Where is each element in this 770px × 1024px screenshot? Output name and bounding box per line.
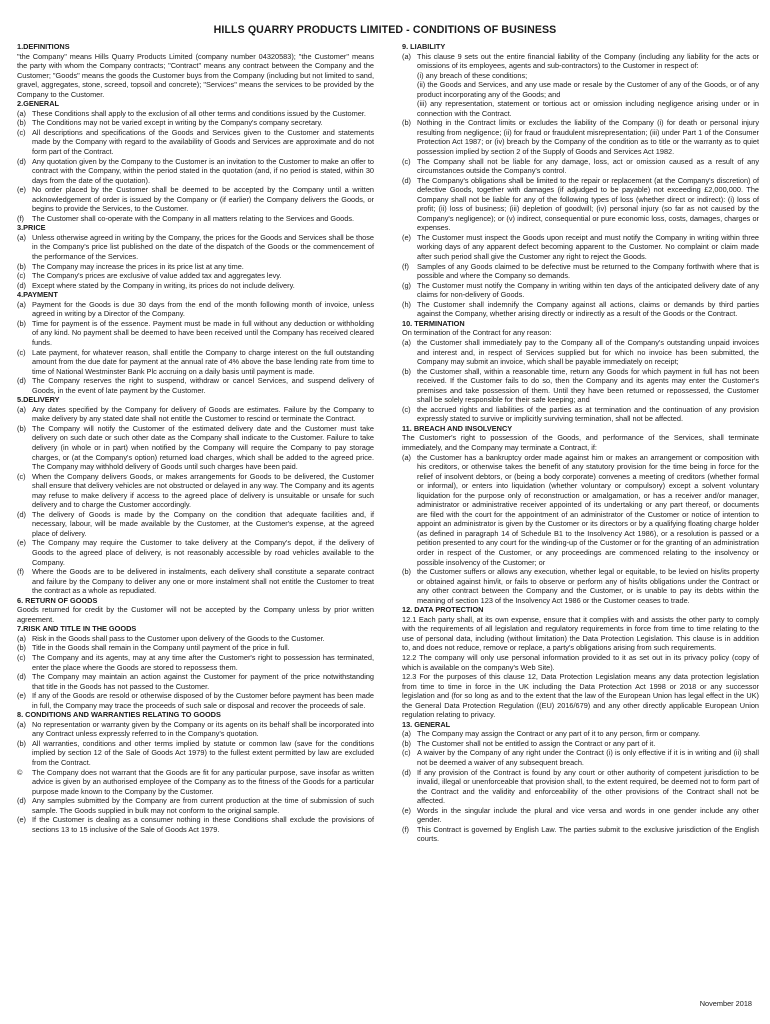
clause-text — [32, 472, 374, 510]
clause-text — [32, 720, 374, 739]
clause-text — [32, 768, 374, 797]
clause-label: (b) — [17, 423, 26, 433]
clause-item — [17, 118, 374, 128]
clause-label: (c) — [17, 471, 26, 481]
clause-section — [17, 710, 374, 834]
clause-text-body: Time for payment is of the essence. Payment must be made in full without any deduction or withholding of any kind. No payment shall be deemed to have been received until the Company has received cleared funds. — [32, 318, 374, 347]
clause-text-body: Nothing in the Contract limits or excludes the liability of the Company (i) for death or personal injury resulting from negligence; (ii) for fraud or fraudulent misrepresentation; (iii) under Part 1 of the Consumer Protection Act 1987; or (iv) breach by the Company of the condition as to title or the warranty as to quiet possession implied by section 2 of the Supply of Goods and Services Act 1982. — [417, 118, 759, 157]
clause-label: (b) — [17, 261, 26, 271]
clause-text-body: The Company may maintain an action against the Customer for payment of the price notwithstanding that title in the Goods has not passed to the Customer. — [32, 672, 374, 691]
clause-item — [17, 567, 374, 596]
clause-label: (b) — [17, 318, 26, 328]
clause-text — [32, 185, 374, 214]
clause-label: (d) — [17, 280, 26, 290]
clause-label: © — [17, 767, 23, 777]
clause-section — [17, 395, 374, 595]
clause-subitem: (iii) any representation, statement or tortious act or omission including negligence arising under or in connection with the Contract. — [417, 99, 759, 118]
clause-text — [32, 233, 374, 262]
clause-text — [32, 510, 374, 539]
clause-text-body: Unless otherwise agreed in writing by the Company, the prices for the Goods and Services shall be those in the Company's price list published on the date of the dispatch of the Goods or the commencement of the performance of the Services. — [32, 232, 374, 262]
clause-text — [32, 634, 374, 644]
clause-label: (d) — [17, 376, 26, 386]
clause-label: (a) — [402, 51, 411, 61]
clause-item — [402, 52, 759, 71]
clause-label: (a) — [17, 404, 26, 414]
section-intro: "the Company" means Hills Quarry Products Limited (company number 04320583); "the Customer" means the party with whom the Company contracts; "Contract" means any contract between the Company and the Customer; "Goods" means the goods the Customer buys from the Company (including but not limited to sand, gravel, aggregates, stone, screed, topsoil and concrete); "Services" means the services to be provided by the Company to the Customer. — [17, 51, 374, 99]
clause-item — [402, 157, 759, 176]
clause-label: (a) — [17, 633, 26, 643]
section-heading: 8. CONDITIONS AND WARRANTIES RELATING TO GOODS — [17, 710, 221, 720]
section-heading: 4.PAYMENT — [17, 290, 58, 300]
clause-item — [402, 405, 759, 424]
clause-text — [417, 729, 759, 739]
clause-label: (f) — [17, 567, 24, 577]
clause-item — [402, 281, 759, 300]
clause-text-body: The Customer shall co-operate with the Company in all matters relating to the Services and Goods. — [32, 213, 355, 223]
clause-label: (e) — [402, 805, 411, 815]
clause-text — [32, 319, 374, 348]
clause-text-body: Where the Goods are to be delivered in instalments, each delivery shall constitute a separate contract and failure by the Company to deliver any one or more instalment shall not entitle the Customer to treat the contract as a whole as repudiated. — [32, 567, 374, 596]
clause-text — [32, 643, 374, 653]
clause-text — [417, 739, 759, 749]
clause-label: (b) — [17, 643, 26, 653]
clause-text — [32, 538, 374, 567]
clause-text-body: These Conditions shall apply to the exclusion of all other terms and conditions issued by the Customer. — [32, 108, 366, 118]
clause-item — [17, 538, 374, 567]
clause-item — [17, 768, 374, 797]
section-heading: 13. GENERAL — [402, 719, 451, 729]
clause-item — [17, 720, 374, 739]
clause-item — [17, 815, 374, 834]
clause-section — [17, 290, 374, 395]
clause-text-body: The Customer must inspect the Goods upon receipt and must notify the Company in writing within three working days of any apparent defect becoming apparent to the Customer. No complaint or claim made after such period shall give the Customer any right to reject the Goods. — [417, 232, 759, 262]
clause-text-body: The Customer shall not be entitled to assign the Contract or any part of it. — [417, 738, 656, 748]
clause-text-body: All warranties, conditions and other terms implied by statute or common law (save for the conditions implied by section 12 of the Sale of Goods Act 1979) to the fullest extent permitted by law are excluded from the Contract. — [32, 738, 374, 768]
clause-label: (d) — [17, 672, 26, 682]
clause-text-body: Any dates specified by the Company for delivery of Goods are estimates. Failure by the Company to make delivery by any stated date shall not entitle the Customer to rescind or terminate the Contract. — [32, 404, 374, 424]
clause-label: (d) — [402, 175, 411, 185]
clause-item — [402, 729, 759, 739]
clause-text — [417, 748, 759, 767]
clause-item — [402, 233, 759, 262]
clause-item — [402, 453, 759, 568]
clause-label: (f) — [402, 824, 409, 834]
clause-label: (a) — [17, 108, 26, 118]
clause-text-body: Title in the Goods shall remain in the Company until payment of the price in full. — [32, 643, 290, 653]
clause-item — [17, 691, 374, 710]
clause-item — [17, 424, 374, 472]
clause-text — [417, 233, 759, 262]
clause-subitem: (i) any breach of these conditions; — [417, 70, 528, 80]
right-column — [402, 42, 759, 844]
clause-label: (e) — [17, 691, 26, 701]
section-heading: 3.PRICE — [17, 223, 46, 233]
clause-text-body: The Company reserves the right to suspend, withdraw or cancel Services, and suspend delivery of Goods, in the event of late payment by the Customer. — [32, 376, 374, 395]
clause-text-body: If any of the Goods are resold or otherwise disposed of by the Customer before payment has been made in full, the Company may trace the proceeds of such sale or disposal and recover the proceeds of sale. — [32, 691, 374, 710]
clause-section — [17, 624, 374, 710]
clause-label: (g) — [402, 280, 411, 290]
clause-item — [402, 739, 759, 749]
clause-text-body: The Company will notify the Customer of the estimated delivery date and the Customer must take delivery on such date or such other date as the Company shall indicate to the Customer. Failure to take delivery (in whole or in part) when notified by the Company will require the Company to pay storage charges, or (at the Company's option) returned load charges, which shall be added to the agreed price. The Company may withhold delivery of Goods until such charges have been paid. — [32, 423, 374, 472]
clause-item — [402, 567, 759, 605]
clause-text — [32, 262, 374, 272]
clause-item — [17, 510, 374, 539]
section-intro: Goods returned for credit by the Customer will not be accepted by the Company unless by prior written agreement. — [17, 605, 374, 624]
clause-item — [17, 262, 374, 272]
clause-text — [32, 128, 374, 157]
clause-label: (c) — [17, 653, 26, 662]
clause-text — [417, 300, 759, 319]
clause-item — [402, 825, 759, 844]
clause-label: (d) — [402, 767, 411, 777]
clause-label: (a) — [402, 729, 411, 739]
clause-text-body: The Customer must notify the Company in writing within ten days of the anticipated delivery date of any claims for non-delivery of Goods. — [417, 280, 759, 300]
section-heading: 6. RETURN OF GOODS — [17, 595, 98, 605]
clause-section — [402, 42, 759, 319]
clause-item — [402, 176, 759, 233]
clause-label: (d) — [17, 156, 26, 166]
clause-text — [32, 691, 374, 710]
clause-paragraph: 12.3 For the purposes of this clause 12, Data Protection Legislation means any data protection legislation from time to time in force in the UK including the Data Protection Act 1998 or 2018 or any successor legislation and (for so long as and to the extent that the law of the European Union has legal effect in the UK) the General Data Protection Regulation ((EU) 2016/679) and any other directly applicable European Union regulation relating to privacy. — [402, 672, 759, 720]
clause-label: (a) — [17, 719, 26, 729]
clause-item — [17, 281, 374, 291]
clause-item — [17, 157, 374, 186]
section-heading: 10. TERMINATION — [402, 318, 465, 328]
clause-text — [417, 367, 759, 405]
clause-text — [32, 672, 374, 691]
clause-text-body: The Company's obligations shall be limited to the repair or replacement (at the Company's discretion) of defective Goods, together with damages (if adjudged to be payable) not exceeding £2,000,000. The Company shall not be liable for any of the following types of loss (whether direct or indirect): (i) loss of profit; (ii) loss of business; (iii) depletion of goodwill; (iv) personal injury (so far as not caused by the Company's negligence); or (v) indirect, consequential or pure economic loss, costs, damages, charges or expenses. — [417, 175, 759, 233]
clause-label: (d) — [17, 796, 26, 806]
clause-text — [32, 157, 374, 186]
clause-text — [32, 118, 374, 128]
clause-label: (b) — [402, 366, 411, 376]
clause-section — [402, 424, 759, 605]
clause-section — [17, 42, 374, 99]
section-intro: The Customer's right to possession of the Goods, and performance of the Services, shall terminate immediately, and the Company may terminate a Contract, if: — [402, 433, 759, 452]
clause-text — [32, 300, 374, 319]
clause-item — [17, 653, 374, 672]
clause-text-body: the Customer has a bankruptcy order made against him or makes an arrangement or composition with his creditors, or otherwise takes the benefit of any statutory provision for the time being in force for the relief of insolvent debtors, or (being a body corporate) convenes a meeting of creditors (whether formal or informal), or enters into liquidation (whether voluntary or compulsory) except a solvent voluntary liquidation for the purpose only of reconstruction or amalgamation, or has a receiver and/or manager, administrator or administrative receiver appointed of its undertaking or any part thereof, or documents are filed with the court for the appointment of an administrator of the Customer or notice of intention to appoint an administrator is given by the Customer or its directors or by a qualifying floating charge holder (as defined in paragraph 14 of Schedule B1 to the Insolvency Act 1986), or a resolution is passed or a petition presented to any court for the winding-up of the Customer or for the granting of an administration order in respect of the Customer, or any proceedings are commenced relating to the insolvency or possible insolvency of the Customer; or — [417, 452, 759, 567]
clause-text-body: the accrued rights and liabilities of the parties as at termination and the continuation of any provision expressly stated to survive or implicitly surviving termination, shall not be affected. — [417, 404, 759, 424]
clause-item — [17, 643, 374, 653]
section-heading: 9. LIABILITY — [402, 42, 446, 51]
clause-item — [402, 262, 759, 281]
document-date: November 2018 — [699, 999, 752, 1008]
clause-label: (c) — [17, 347, 26, 357]
clause-label: (h) — [402, 299, 411, 309]
clause-text — [32, 214, 374, 224]
clause-section — [17, 596, 374, 625]
left-column — [17, 42, 374, 834]
clause-item — [17, 271, 374, 281]
clause-item — [17, 796, 374, 815]
clause-text — [417, 405, 759, 424]
clause-item — [402, 367, 759, 405]
clause-item — [17, 472, 374, 510]
clause-subitem: (ii) the Goods and Services, and any use made or resale by the Customer of any of the Goods, or of any product incorporating any of the Goods; and — [417, 80, 759, 99]
clause-section — [402, 319, 759, 424]
clause-text — [417, 157, 759, 176]
clause-paragraph: 12.1 Each party shall, at its own expense, ensure that it complies with and assists the other party to comply with the requirements of all legislation and regulatory requirements in force from time to time relating to the use of personal data, including (without limitation) the Data Protection Legislation. This clause is in addition to, and does not reduce, remove or replace, a party's obligations arising from such requirements. — [402, 614, 759, 653]
clause-text-body: the Customer shall immediately pay to the Company all of the Company's outstanding unpaid invoices and interest and, in respect of Services supplied but for which no invoice has been submitted, the Company may submit an invoice, which shall be payable immediately on receipt; — [417, 337, 759, 367]
section-intro: On termination of the Contract for any reason: — [402, 328, 552, 338]
clause-text-body: When the Company delivers Goods, or makes arrangements for Goods to be delivered, the Customer shall ensure that delivery vehicles are not obstructed or delayed in any way. The Company and its agents may refuse to make delivery if access to the agreed place of delivery is unsuitable or unsafe for such delivery and to charge the Customer accordingly. — [32, 471, 374, 510]
clause-label: (a) — [402, 337, 411, 347]
clause-item — [17, 128, 374, 157]
clause-text — [417, 262, 759, 281]
clause-text-body: This Contract is governed by English Law. The parties submit to the exclusive jurisdiction of the English courts. — [417, 824, 759, 844]
clause-label: (f) — [402, 261, 409, 271]
clause-text-body: A waiver by the Company of any right under the Contract (i) is only effective if it is in writing and (ii) shall not be deemed a waiver of any subsequent breach. — [417, 748, 759, 768]
clause-text-body: The Company's prices are exclusive of value added tax and aggregates levy. — [32, 271, 282, 281]
clause-text — [32, 424, 374, 472]
clause-item — [402, 748, 759, 767]
clause-item — [17, 376, 374, 395]
clause-text-body: The Conditions may not be varied except in writing by the Company's company secretary. — [32, 118, 323, 128]
clause-text-body: All descriptions and specifications of the Goods and Services given to the Customer and statements made by the Company with regard to the availability of Goods and Services are approximate and do not form part of the Contract. — [32, 127, 374, 157]
clause-text-body: The Company may increase the prices in its price list at any time. — [32, 261, 244, 271]
clause-text-body: The Company may require the Customer to take delivery at the Company's depot, if the delivery of Goods to the agreed place of delivery, is not reasonably accessible by road vehicles available to the Company. — [32, 538, 374, 567]
clause-section — [17, 99, 374, 223]
clause-text — [417, 338, 759, 367]
clause-text — [417, 281, 759, 300]
clause-text-body: Words in the singular include the plural and vice versa and words in one gender include any other gender. — [417, 805, 759, 825]
clause-label: (a) — [402, 452, 411, 462]
clause-text — [417, 806, 759, 825]
clause-text — [32, 796, 374, 815]
clause-text-body: Except where stated by the Company in writing, its prices do not include delivery. — [32, 280, 295, 290]
clause-text — [417, 825, 759, 844]
clause-text-body: Risk in the Goods shall pass to the Customer upon delivery of the Goods to the Customer. — [32, 633, 325, 643]
clause-text-body: No order placed by the Customer shall be deemed to be accepted by the Company until a written acknowledgement of order is issued by the Company or (if earlier) the Company delivers the Goods, or begins to provide the Services, to the Customer. — [32, 185, 374, 214]
clause-text-body: If any provision of the Contract is found by any court or other authority of competent jurisdiction to be invalid, illegal or unenforceable that provision shall, to the extent required, be deemed not to form part of the Contract and the validity and enforceability of the other provisions of the Contract shall not be affected. — [417, 767, 759, 806]
clause-item — [17, 348, 374, 377]
document-title: HILLS QUARRY PRODUCTS LIMITED - CONDITIONS OF BUSINESS — [213, 24, 557, 36]
clause-item — [17, 319, 374, 348]
clause-text — [32, 271, 374, 281]
section-heading: 11. BREACH AND INSOLVENCY — [402, 423, 513, 433]
clause-label: (b) — [402, 118, 411, 128]
clause-text-body: The Company may assign the Contract or any part of it to any person, firm or company. — [417, 729, 701, 739]
clause-text-body: If the Customer is dealing as a consumer nothing in these Conditions shall exclude the provisions of sections 13 to 15 inclusive of the Sale of Goods Act 1979. — [32, 815, 374, 834]
clause-item — [17, 214, 374, 224]
clause-item — [17, 634, 374, 644]
clause-text — [32, 348, 374, 377]
clause-text — [32, 567, 374, 596]
clause-label: (a) — [17, 232, 26, 242]
clause-text-body: This clause 9 sets out the entire financial liability of the Company (including any liability for the acts or omissions of its employees, agents and sub-contractors) to the Customer in respect of: — [417, 51, 759, 71]
clause-text — [32, 653, 374, 672]
clause-text — [417, 176, 759, 233]
clause-text-body: the Customer suffers or allows any execution, whether legal or equitable, to be levied on his/its property or obtained against him/it, or fails to observe or perform any of his/its obligations under the Contract or any other contract between the Company and the Customer, or is unable to pay its debts within the meaning of section 123 of the Insolvency Act 1986 or the Customer ceases to trade. — [417, 567, 759, 605]
clause-label: (c) — [17, 127, 26, 137]
clause-text-body: Late payment, for whatever reason, shall entitle the Company to charge interest on the full outstanding amount from the due date for payment at the annual rate of 4% above the base lending rate from time to time of National Westminster Bank Plc accruing on a daily basis until payment is made. — [32, 347, 374, 376]
clause-label: (f) — [17, 213, 24, 223]
clause-label: (c) — [17, 271, 26, 281]
clause-label: (b) — [402, 738, 411, 748]
clause-label: (c) — [402, 748, 411, 758]
clause-item — [17, 300, 374, 319]
clause-label: (e) — [17, 185, 26, 195]
clause-text — [417, 52, 759, 71]
clause-item — [402, 338, 759, 367]
clause-label: (d) — [17, 509, 26, 519]
section-heading: 7.RISK AND TITLE IN THE GOODS — [17, 624, 137, 634]
section-heading: 1.DEFINITIONS — [17, 42, 70, 51]
clause-text — [32, 739, 374, 768]
clause-text — [32, 281, 374, 291]
clause-item — [402, 118, 759, 156]
section-heading: 5.DELIVERY — [17, 395, 60, 405]
clause-section — [402, 605, 759, 720]
clause-text — [32, 109, 374, 119]
clause-item — [402, 300, 759, 319]
clause-text-body: The delivery of Goods is made by the Company on the condition that adequate facilities and, if necessary, labour, will be made available by the Customer, at the Customer's expense, at the agreed place of delivery. — [32, 509, 374, 538]
clause-text-body: The Company does not warrant that the Goods are fit for any particular purpose, save insofar as written advice is given by an authorised employee of the Company as to the fitness of the Goods for a particular purpose made known to the Company by the Customer. — [32, 767, 374, 796]
clause-item — [17, 405, 374, 424]
clause-text-body: Payment for the Goods is due 30 days from the end of the month following month of invoice, unless agreed in writing by a Director of the Company. — [32, 299, 374, 319]
clause-text — [32, 405, 374, 424]
clause-text-body: The Company and its agents, may at any time after the Customer's right to possession has terminated, enter the place where the Goods are stored to repossess them. — [32, 653, 374, 672]
clause-text-body: Samples of any Goods claimed to be defective must be returned to the Company forthwith where that is possible and where the Company so demands. — [417, 261, 759, 281]
clause-item — [17, 233, 374, 262]
clause-label: (b) — [17, 738, 26, 748]
clause-label: (e) — [17, 815, 26, 825]
clause-text — [417, 567, 759, 605]
clause-label: (c) — [402, 156, 411, 166]
clause-label: (b) — [402, 567, 411, 577]
clause-text-body: No representation or warranty given by the Company or its agents on its behalf shall be incorporated into any Contract unless expressly referred to in the Company's quotation. — [32, 719, 374, 739]
clause-item — [17, 672, 374, 691]
clause-label: (a) — [17, 299, 26, 309]
clause-label: (e) — [402, 232, 411, 242]
section-heading: 2.GENERAL — [17, 99, 60, 109]
clause-text — [32, 815, 374, 834]
clause-item — [17, 185, 374, 214]
clause-label: (e) — [17, 538, 26, 548]
clause-text-body: The Customer shall indemnify the Company against all actions, claims or demands by third parties against the Company, whether arising directly or indirectly as a result of the Goods or the Contract. — [417, 299, 759, 319]
clause-item — [17, 109, 374, 119]
clause-text — [417, 453, 759, 568]
clause-text — [417, 118, 759, 156]
section-heading: 12. DATA PROTECTION — [402, 605, 484, 615]
clause-section — [17, 223, 374, 290]
clause-text — [32, 376, 374, 395]
clause-text — [417, 768, 759, 806]
clause-item — [402, 806, 759, 825]
clause-item — [402, 768, 759, 806]
clause-paragraph: 12.2 The company will only use personal information provided to it as set out in its privacy policy (copy of which is available on the company's Web Site). — [402, 653, 759, 672]
clause-label: (c) — [402, 404, 411, 414]
clause-item — [17, 739, 374, 768]
clause-text-body: Any quotation given by the Company to the Customer is an invitation to the Customer to make an offer to contract with the Company, within the period stated in the quotation (and, if no period is stated, within 30 days from the date of the quotation). — [32, 156, 374, 185]
clause-text-body: The Company shall not be liable for any damage, loss, act or omission caused as a result of any circumstances outside the Company's control. — [417, 156, 759, 176]
clause-section — [402, 720, 759, 844]
clause-text-body: Any samples submitted by the Company are from current production at the time of submission of such sample. The Goods supplied in bulk may not conform to the original sample. — [32, 796, 374, 815]
clause-text-body: the Customer shall, within a reasonable time, return any Goods for which payment in full has not been received. If the Customer fails to do so, then the Company and its agents may enter the Customer's premises and take possession of them. Until they have been returned or repossessed, the Customer shall be solely responsible for their safe keeping; and — [417, 366, 759, 405]
clause-label: (b) — [17, 118, 26, 128]
